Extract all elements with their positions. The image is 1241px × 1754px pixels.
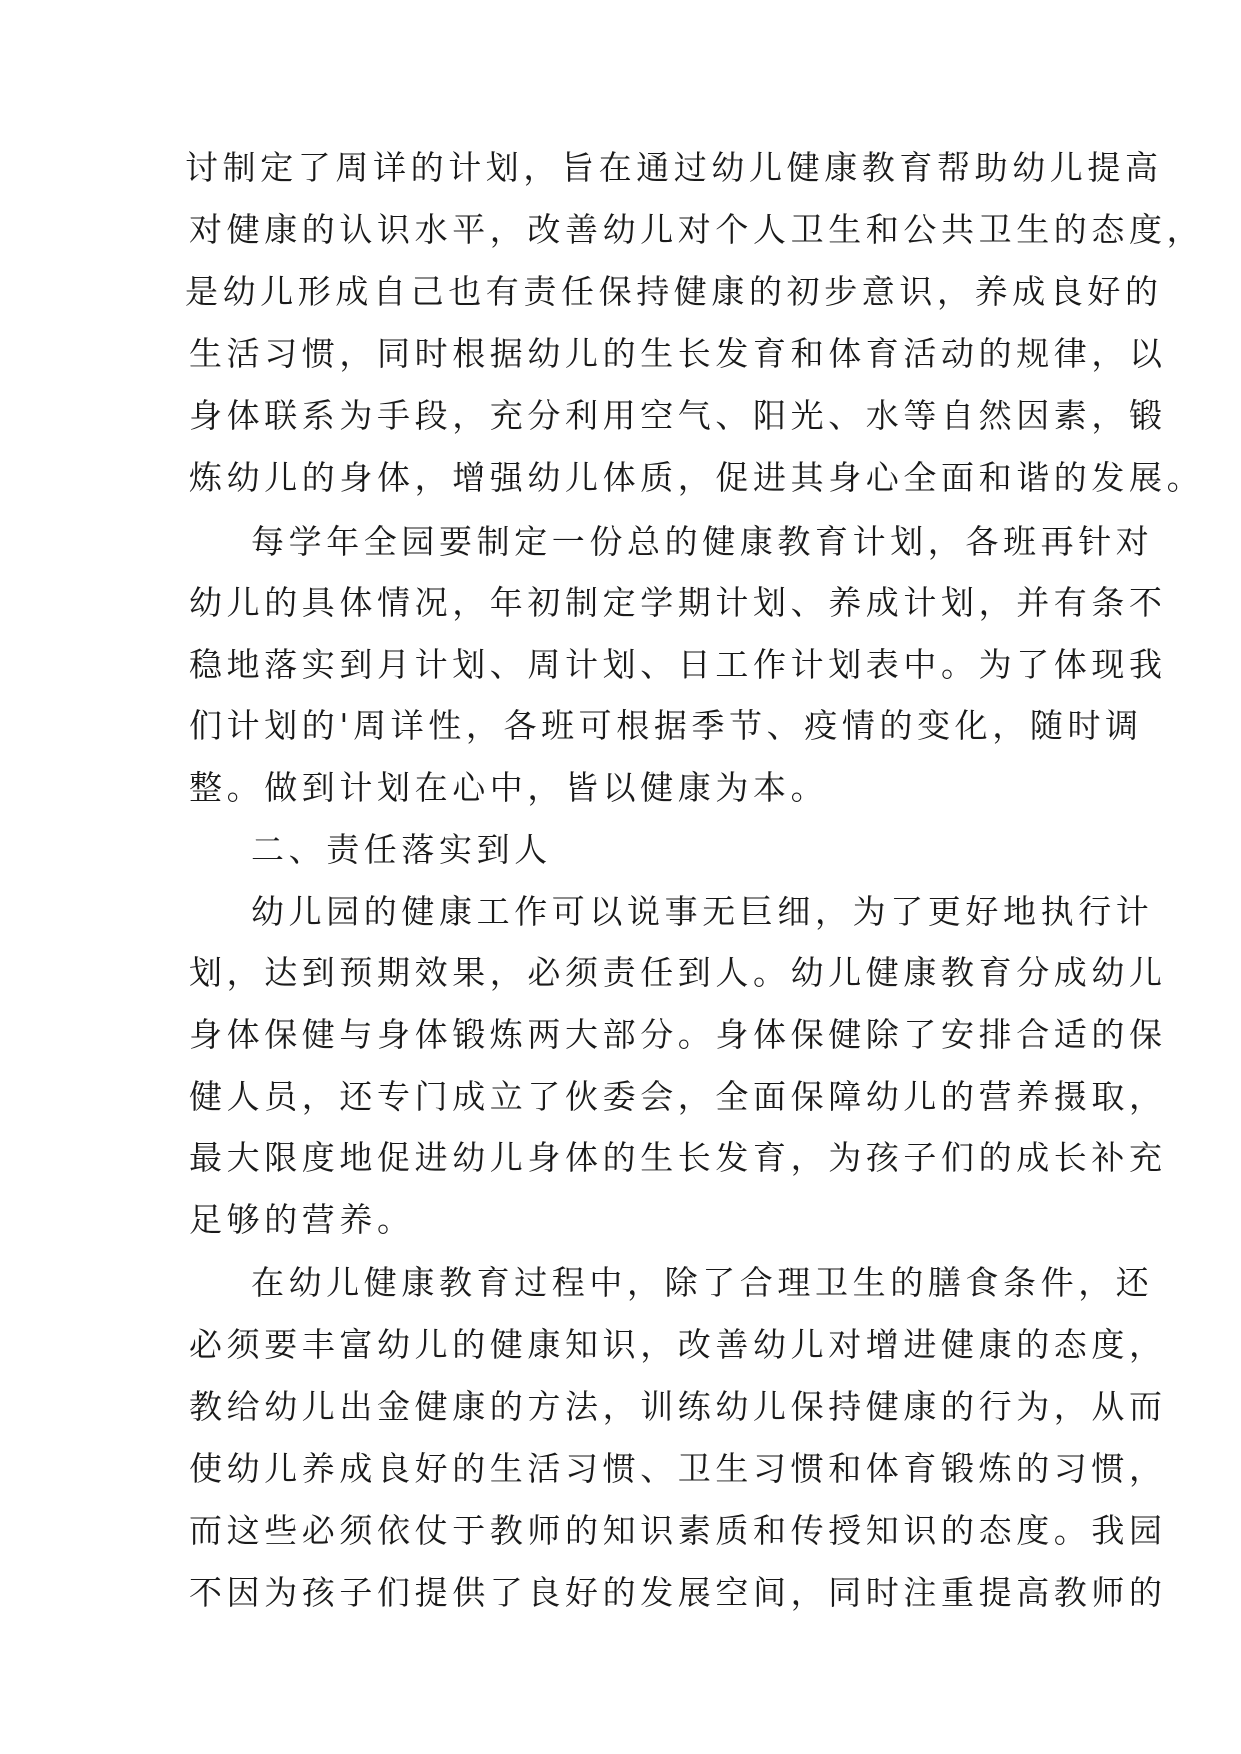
text-line: 而这些必须依仗于教师的知识素质和传授知识的态度。我园 [189,1511,1167,1550]
section-heading: 二、责任落实到人 [251,830,552,869]
text-line: 幼儿园的健康工作可以说事无巨细，为了更好地执行计 [251,892,1154,931]
text-line: 对健康的认识水平，改善幼儿对个人卫生和公共卫生的态度， [189,210,1205,249]
text-line: 稳地落实到月计划、周计划、日工作计划表中。为了体现我 [189,645,1167,684]
text-line: 不因为孩子们提供了良好的发展空间，同时注重提高教师的 [189,1573,1167,1612]
text-line: 必须要丰富幼儿的健康知识，改善幼儿对增进健康的态度， [189,1325,1167,1364]
text-line: 整。做到计划在心中，皆以健康为本。 [189,768,829,807]
text-line: 最大限度地促进幼儿身体的生长发育，为孩子们的成长补充 [189,1138,1167,1177]
text-line: 每学年全园要制定一份总的健康教育计划，各班再针对 [251,522,1154,561]
text-line: 们计划的'周详性，各班可根据季节、疫情的变化，随时调 [189,706,1143,745]
text-line: 足够的营养。 [189,1200,415,1239]
text-line: 健人员，还专门成立了伙委会，全面保障幼儿的营养摄取， [189,1077,1167,1116]
text-line: 身体联系为手段，充分利用空气、阳光、水等自然因素，锻 [189,396,1167,435]
text-line: 炼幼儿的身体，增强幼儿体质，促进其身心全面和谐的发展。 [189,458,1205,497]
text-line: 身体保健与身体锻炼两大部分。身体保健除了安排合适的保 [189,1015,1167,1054]
text-line: 讨制定了周详的计划，旨在通过幼儿健康教育帮助幼儿提高 [185,148,1163,187]
text-line: 使幼儿养成良好的生活习惯、卫生习惯和体育锻炼的习惯， [189,1449,1167,1488]
text-line: 幼儿的具体情况，年初制定学期计划、养成计划，并有条不 [189,583,1167,622]
text-line: 在幼儿健康教育过程中，除了合理卫生的膳食条件，还 [251,1263,1154,1302]
text-line: 教给幼儿出金健康的方法，训练幼儿保持健康的行为，从而 [189,1387,1167,1426]
text-line: 是幼儿形成自己也有责任保持健康的初步意识，养成良好的 [185,272,1163,311]
text-line: 生活习惯，同时根据幼儿的生长发育和体育活动的规律，以 [189,334,1167,373]
text-line: 划，达到预期效果，必须责任到人。幼儿健康教育分成幼儿 [189,953,1167,992]
